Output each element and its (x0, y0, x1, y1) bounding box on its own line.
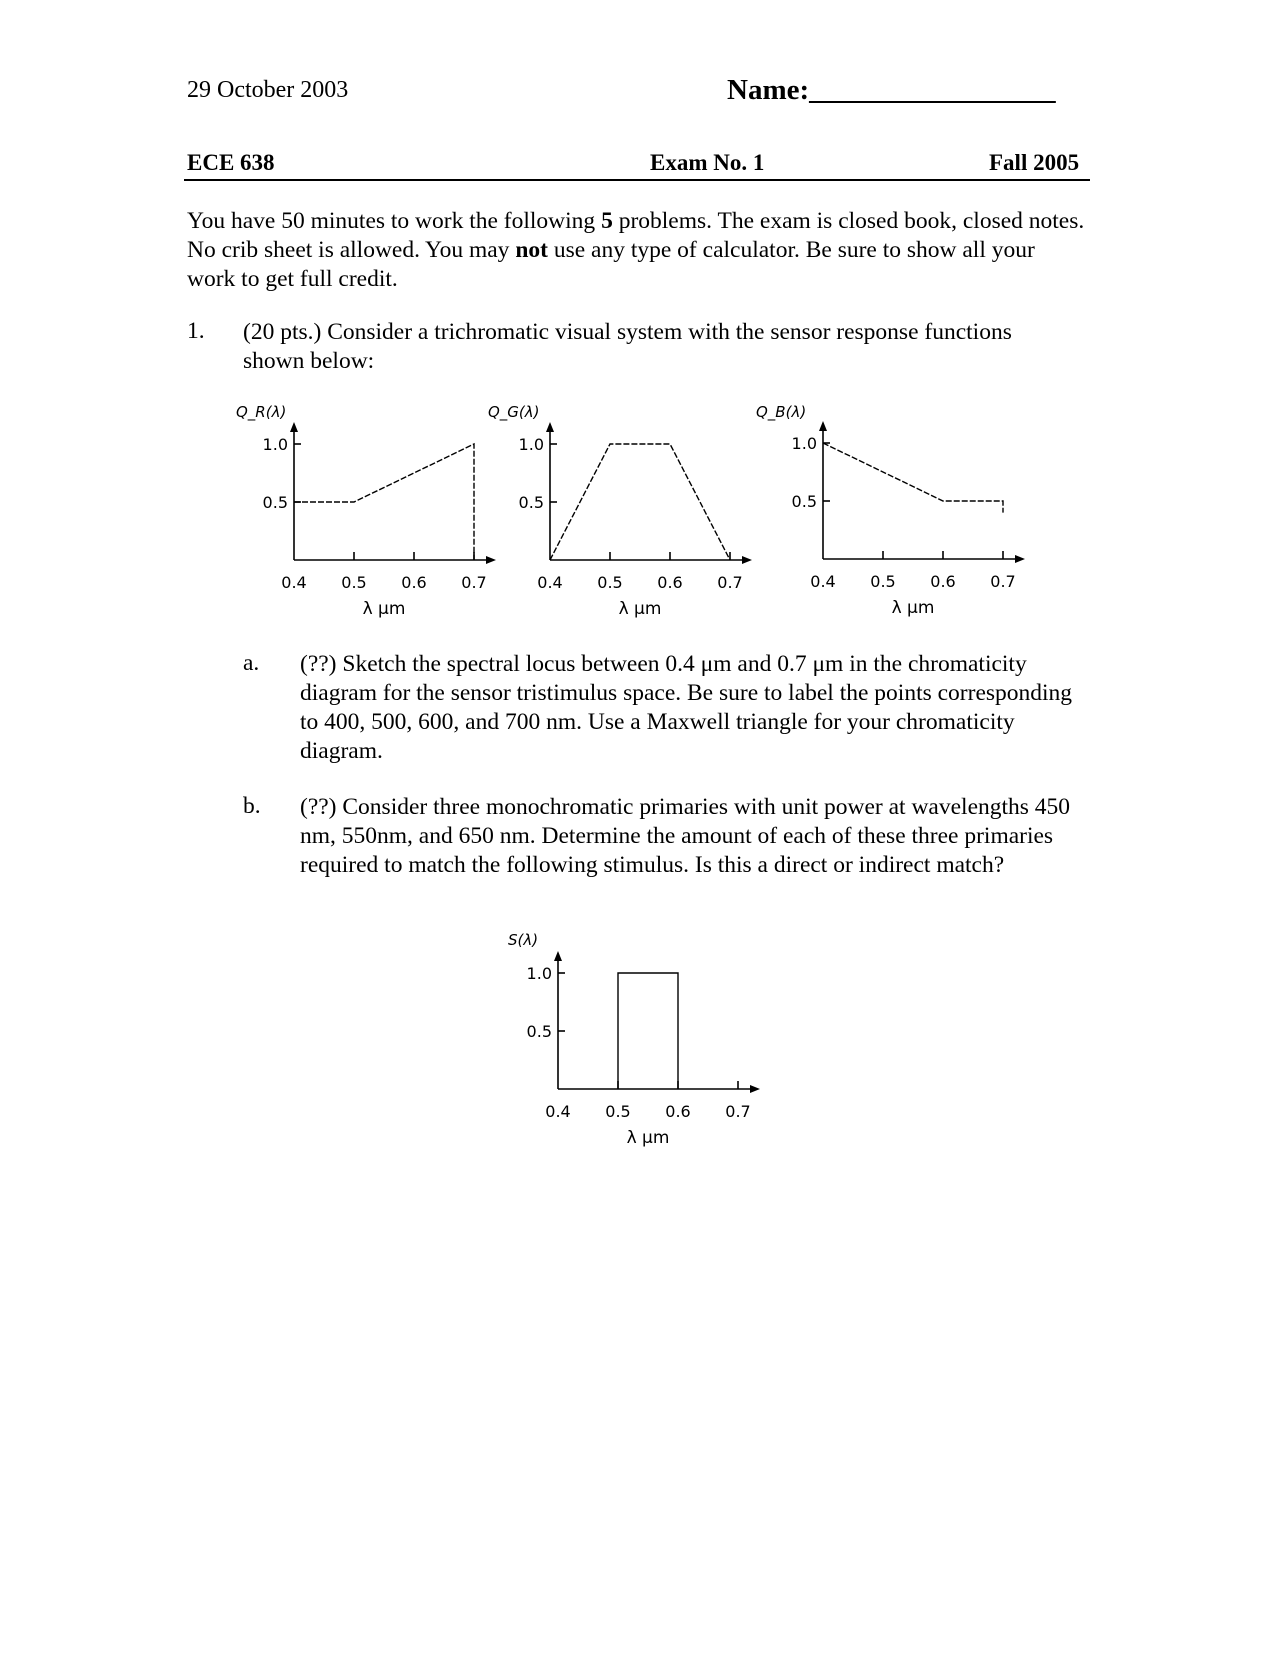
x-axis-label: λ μm (626, 1128, 670, 1148)
x-axis-arrow (1015, 555, 1025, 563)
x-tick-label: 0.5 (870, 572, 896, 591)
y-tick-label: 0.5 (791, 492, 817, 511)
y-tick-label: 1.0 (791, 434, 817, 453)
x-tick-label: 0.7 (990, 572, 1016, 591)
x-axis-label: λ μm (618, 599, 662, 619)
x-tick-label: 0.5 (605, 1102, 631, 1121)
x-tick-label: 0.6 (401, 573, 427, 592)
x-tick-label: 0.7 (717, 573, 743, 592)
qr-response-chart (232, 398, 502, 623)
exam-number: Exam No. 1 (650, 150, 765, 175)
y-tick-label: 0.5 (262, 493, 288, 512)
y-tick-label: 1.0 (518, 435, 544, 454)
problem-1-number: 1. (187, 318, 205, 344)
course-code: ECE 638 (187, 150, 275, 175)
x-axis-label: λ μm (362, 599, 406, 619)
x-tick-label: 0.4 (537, 573, 563, 592)
x-tick-label: 0.7 (461, 573, 487, 592)
x-tick-label: 0.4 (810, 572, 836, 591)
part-b-label: b. (243, 793, 261, 819)
stimulus-chart (496, 926, 776, 1151)
y-tick-label: 1.0 (526, 964, 552, 983)
response-curve (618, 973, 678, 1089)
y-axis-arrow (546, 422, 554, 432)
x-tick-label: 0.6 (657, 573, 683, 592)
y-axis-arrow (290, 422, 298, 432)
x-tick-label: 0.6 (665, 1102, 691, 1121)
instructions-text-3: use any type of calculator. Be sure to show all your work to get full credit. (187, 237, 1035, 292)
y-axis-arrow (819, 421, 827, 431)
x-tick-label: 0.5 (341, 573, 367, 592)
x-tick-label: 0.4 (545, 1102, 571, 1121)
qb-response-chart (756, 398, 1036, 623)
qb-y-label: Q_B(λ) (756, 403, 807, 421)
x-axis-label: λ μm (891, 598, 935, 618)
instructions-paragraph (187, 207, 1087, 294)
part-a-text: (??) Sketch the spectral locus between 0.4 μm and 0.7 μm in the chromaticity diagram for the sensor tristimulus space. Be sure to label the points corresponding to 400, 500, 600, and 700 nm. Use a Maxwell triangle for your chromaticity diagram. (300, 651, 1073, 764)
stimulus-y-label: S(λ) (508, 931, 539, 949)
x-axis-arrow (750, 1085, 760, 1093)
exam-date: 29 October 2003 (187, 77, 349, 103)
header-rule (184, 179, 1090, 181)
y-tick-label: 0.5 (526, 1022, 552, 1041)
response-curve (550, 444, 730, 560)
not-emphasis: not (515, 237, 548, 263)
name-field-label: Name:_________________ (727, 74, 1056, 106)
y-tick-label: 1.0 (262, 435, 288, 454)
qg-y-label: Q_G(λ) (488, 403, 540, 421)
instructions-text-2: problems. The exam is closed book, closed notes. No crib sheet is allowed. You may (187, 208, 1085, 263)
x-tick-label: 0.7 (725, 1102, 751, 1121)
qg-response-chart (488, 398, 758, 623)
exam-term: Fall 2005 (989, 150, 1080, 175)
x-axis-arrow (742, 556, 752, 564)
y-axis-arrow (554, 951, 562, 961)
response-curve (294, 444, 474, 560)
part-a-label: a. (243, 650, 260, 676)
x-tick-label: 0.5 (597, 573, 623, 592)
response-curve (823, 443, 1003, 513)
problem-1-text: (20 pts.) Consider a trichromatic visual system with the sensor response functions shown below: (243, 319, 1012, 374)
problem-count: 5 (601, 208, 613, 234)
x-tick-label: 0.6 (930, 572, 956, 591)
instructions-text-1: You have 50 minutes to work the following (187, 208, 602, 234)
x-tick-label: 0.4 (281, 573, 307, 592)
part-b-text: (??) Consider three monochromatic primaries with unit power at wavelengths 450 nm, 550nm, and 650 nm. Determine the amount of each of these three primaries required to match the following stimulus. Is this a direct or indirect match? (300, 794, 1071, 878)
y-tick-label: 0.5 (518, 493, 544, 512)
qr-y-label: Q_R(λ) (236, 403, 287, 421)
